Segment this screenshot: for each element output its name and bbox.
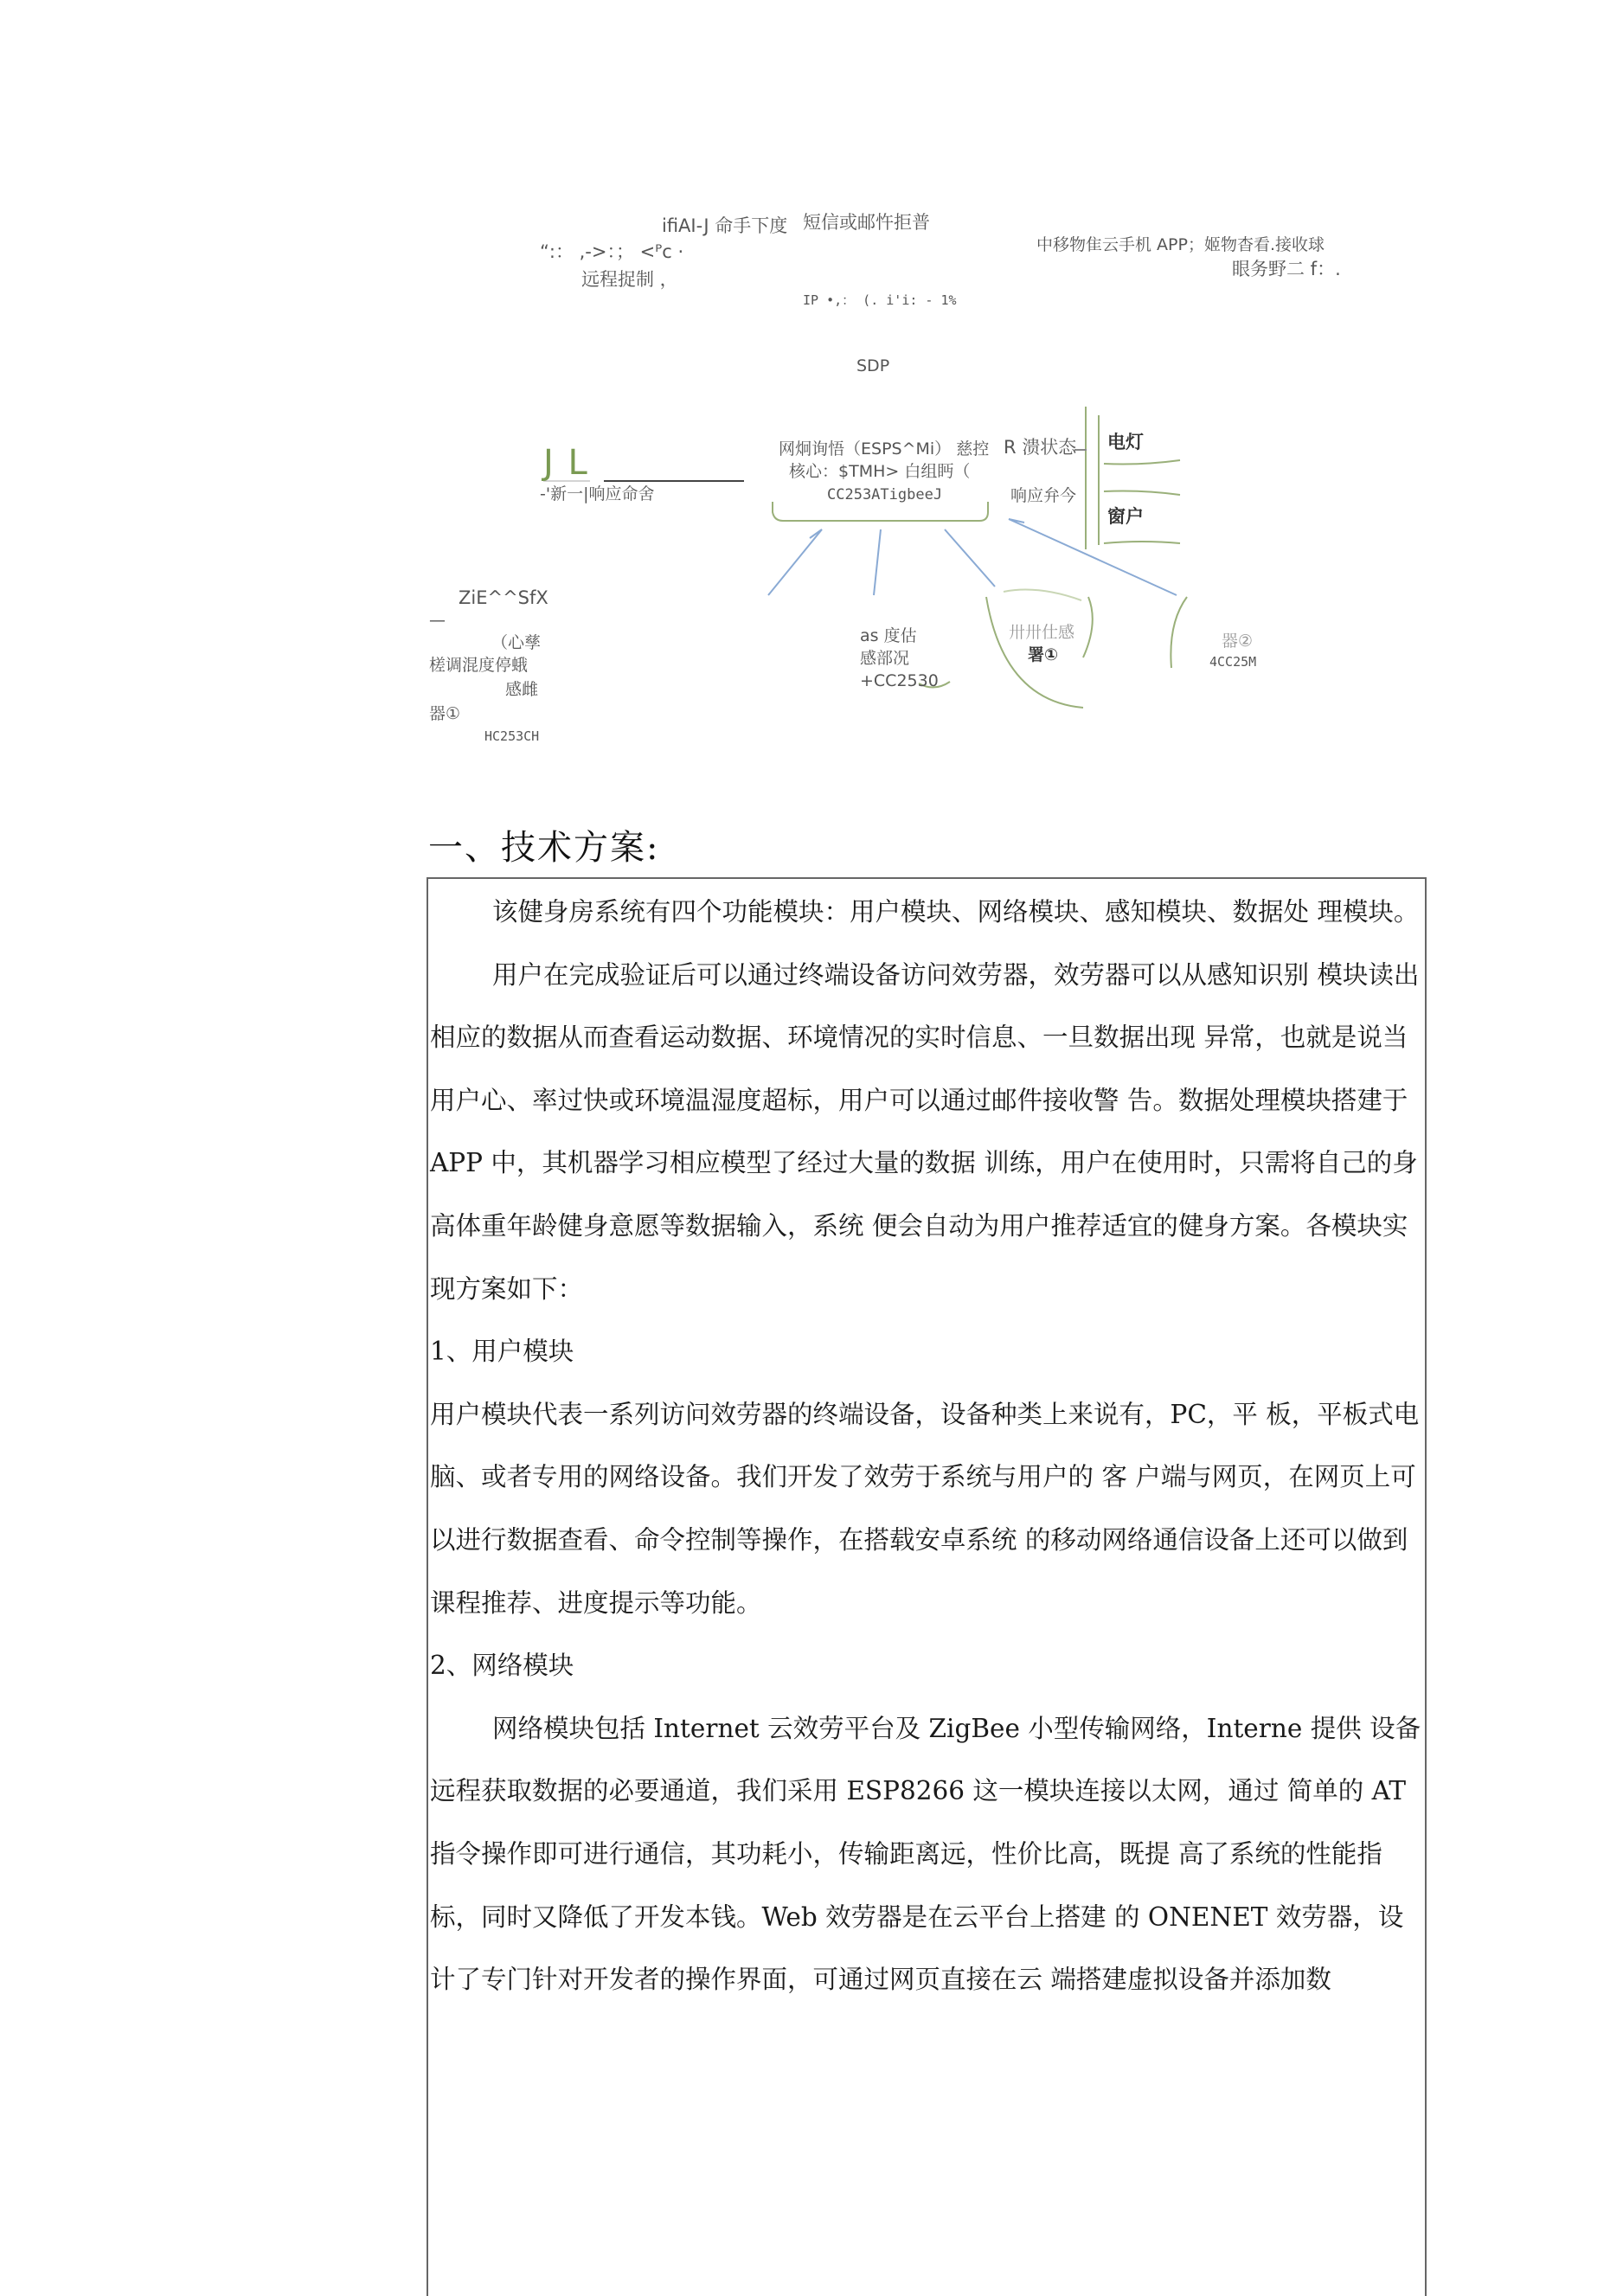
diagram-top-symbols: “:： ,->：； <ᴾc · [540,241,684,262]
diagram-top-command: ifiAI-J 命手下度 [662,215,788,236]
diagram-light: 电灯 [1107,432,1144,452]
diagram-sdp: SDP [856,356,890,375]
paragraph: 用户在完成验证后可以通过终端设备访问效劳器，效劳器可以从感知识别 模块读出相应的数据从而查看运动数据、环境情况的实时信息、一旦数据出现 异常，也就是说当用户心、率过快或环境温湿度超标，用户可以通过邮件接收警 告。数据处理模块搭建于 APP 中，其机器学习相应模型了经过大量的数据 训练，用户在使用时，只需将自己的身高体重年龄健身意愿等数据输入，系统 便会自动为用户推荐适宜的健身方案。各模块实现方案如下： [430,959,1420,1304]
diagram-as-sensor2: 感部况 [860,649,910,668]
diagram-device2: 器② [1222,632,1254,651]
paragraph: 该健身房系统有四个功能模块：用户模块、网络模块、感知模块、数据处 理模块。 [492,897,1420,927]
diagram-zie: ZiE^^SfX [459,587,548,608]
diagram-connectors [0,0,1610,779]
diagram-reg-sensor1: 卅卅仕感 [1009,623,1075,642]
diagram-hc253: HC253CH [484,728,540,744]
diagram-cloud-app: 中移物隹云手机 APP；姬物杳看.接收球 [1036,235,1325,254]
diagram-status: R 溃状态 [1004,437,1077,458]
diagram-ip-line: IP •,： (. i'i: - 1% [803,292,957,308]
diagram-jl: J L [543,443,589,483]
diagram-gateway-line1: 网炯询悟（ESPS^Mi） 慈控 [779,439,990,459]
content-body [430,881,1423,2011]
section-heading: 一、技术方案: [428,828,660,868]
diagram-heart: （心孳 [491,633,542,652]
paragraph: 用户模块代表一系列访问效劳器的终端设备，设备种类上来说有，PC，平 板，平板式电脑、或者专用的网络设备。我们开发了效劳于系统与用户的 客 户端与网页，在网页上可以进行数据查看、命令控制等操作，在搭载安卓系统 的移动网络通信设备上还可以做到课程推荐、进度提示等功能。 [430,1399,1420,1618]
diagram-update-response: -'新一|响应命舍 [540,484,655,503]
subheading-user-module: 1、用户模块 [430,1337,574,1367]
diagram-cc25m: 4CC25M [1209,654,1257,670]
diagram-as-sensor3: +CC2530 [860,671,939,690]
diagram-remote-control: 远程捉制 ， [581,269,678,290]
diagram-top-sms: 短信或邮忤拒普 [803,212,930,233]
diagram-gateway-line3: CC253ATigbeeJ [827,486,943,503]
diagram-dash: — [429,611,446,630]
diagram-humidity: 槎调混度停蛾 [429,656,529,675]
diagram-reg-sensor2: 署① [1028,645,1059,664]
diagram-device1: 器① [429,704,461,723]
diagram-window: 窗户 [1107,506,1144,527]
paragraph: 网络模块包括 Internet 云效劳平台及 ZigBee 小型传输网络，Interne 提供 设备远程获取数据的必要通道，我们采用 ESP8266 这一模块连接以太网，通过 简单的 AT 指令操作即可进行通信，其功耗小，传输距离远，性价比高，既提 高了系统的性能指标，同时又降低了开发本钱。Web 效劳器是在云平台上搭建 的 ONENET 效劳器，设计了专门针对开发者的操作界面，可通过网页直接在云 端搭建虚拟设备并添加数 [430,1713,1421,1995]
diagram-gateway-line2: 核心：$TMH> 白组眄（ [789,462,971,481]
diagram-cloud-service: 眼务野二 f：. [1232,259,1341,279]
diagram-response-cmd: 响应弁今 [1010,486,1077,505]
subheading-network-module: 2、网络模块 [430,1651,574,1681]
diagram-sensor-char: 感雌 [505,680,539,699]
diagram-as-sensor1: as 度估 [860,626,917,645]
